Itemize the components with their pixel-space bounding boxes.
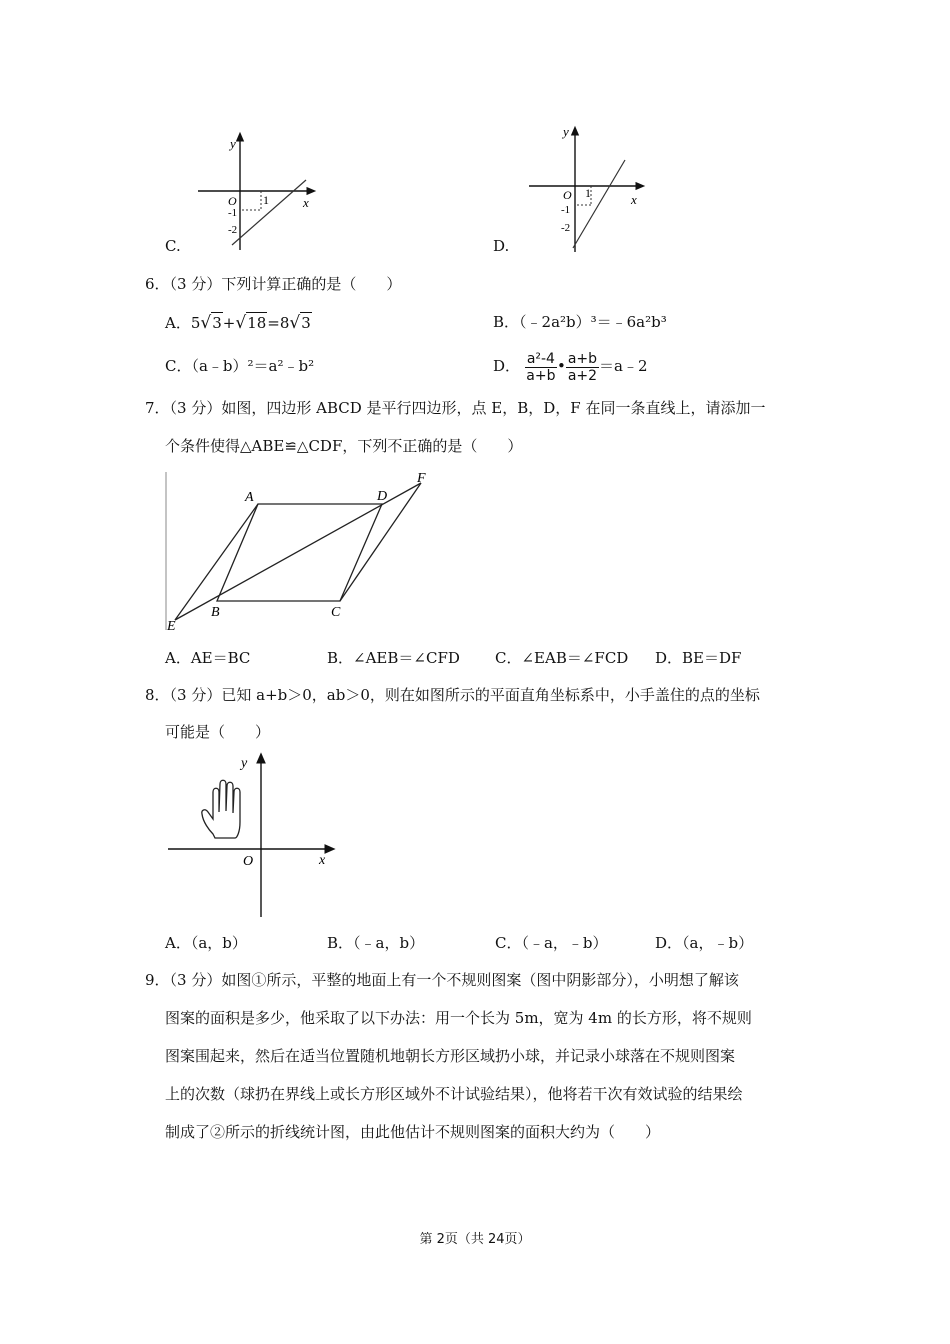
q6-option-a: A．5√3+√18=8√3	[165, 313, 311, 333]
svg-text:O: O	[243, 854, 254, 869]
q5-option-d	[493, 122, 663, 258]
hand-coordinate-figure	[165, 752, 345, 920]
q8-line2: 可能是（ ）	[165, 723, 271, 741]
option-d-label: D.	[493, 237, 510, 255]
svg-text:O: O	[563, 188, 572, 202]
origin-label: O	[228, 194, 237, 208]
svg-text:D: D	[377, 489, 388, 504]
q9-line1: 9．（3 分）如图①所示，平整的地面上有一个不规则图案（图中阴影部分），小明想了解该	[145, 971, 739, 989]
q6-option-b: B．（﹣2a²b）³＝﹣6a²b³	[493, 313, 667, 331]
q8-option-d: D．（a，﹣b）	[655, 934, 754, 952]
x-label: x	[303, 195, 309, 210]
svg-text:-2: -2	[228, 224, 238, 236]
q7-line2: 个条件使得△ABE≌△CDF，下列不正确的是（ ）	[165, 437, 523, 455]
q9-line5: 制成了②所示的折线统计图，由此他估计不规则图案的面积大约为（ ）	[165, 1123, 661, 1141]
graph-c	[190, 128, 340, 253]
segment-ae	[175, 504, 258, 620]
svg-text:-1: -1	[561, 204, 571, 216]
q8-line1: 8．（3 分）已知 a+b＞0，ab＞0，则在如图所示的平面直角坐标系中，小手盖住的点的坐标	[145, 686, 760, 704]
q9-line4: 上的次数（球扔在界线上或长方形区域外不计试验结果），他将若干次有效试验的结果绘	[165, 1085, 743, 1103]
svg-text:1: 1	[585, 186, 591, 200]
svg-text:E: E	[167, 619, 176, 632]
svg-text:y: y	[563, 124, 569, 139]
svg-text:1: 1	[263, 193, 269, 207]
svg-text:x: x	[631, 192, 637, 207]
q7-option-a: A．AE＝BC	[165, 649, 251, 667]
q6-option-d: D． $\frac{\text{a²-4}}{a+b}$ • $\frac{a+b}{a+2}$ ＝a﹣2	[493, 350, 648, 384]
q8-option-b: B．（﹣a，b）	[327, 934, 425, 952]
svg-text:y: y	[241, 756, 248, 771]
svg-text:-2: -2	[561, 222, 571, 234]
q7-line1: 7．（3 分）如图，四边形 ABCD 是平行四边形，点 E，B，D，F 在同一条直线上，请添加一	[145, 399, 766, 417]
svg-text:F: F	[417, 471, 426, 486]
svg-text:C: C	[331, 605, 341, 620]
svg-text:x: x	[319, 853, 326, 868]
graph-line	[232, 180, 306, 245]
q7-option-c: C．∠EAB＝∠FCD	[495, 649, 629, 667]
q7-option-b: B．∠AEB＝∠CFD	[327, 649, 460, 667]
q7-option-d: D．BE＝DF	[655, 649, 742, 667]
svg-text:A: A	[245, 490, 254, 505]
page-footer: 第 2页（共 24页）	[419, 1232, 531, 1247]
option-c-label: C.	[165, 237, 181, 255]
y-label: y	[230, 136, 236, 151]
graph-d	[523, 122, 673, 257]
svg-text:-1: -1	[228, 207, 238, 219]
graph-line	[573, 160, 625, 248]
parallelogram-figure	[165, 470, 445, 632]
q6-stem: 6．（3 分）下列计算正确的是（ ）	[145, 275, 402, 293]
hand-icon	[202, 780, 240, 838]
q6-option-c: C．（a﹣b）²＝a²﹣b²	[165, 357, 315, 375]
q8-option-c: C．（﹣a，﹣b）	[495, 934, 608, 952]
q9-line3: 图案围起来，然后在适当位置随机地朝长方形区域扔小球，并记录小球落在不规则图案	[165, 1047, 736, 1065]
q5-option-c	[165, 128, 325, 258]
svg-text:B: B	[211, 605, 220, 620]
q9-line2: 图案的面积是多少，他采取了以下办法：用一个长为 5m，宽为 4m 的长方形，将不规则	[165, 1009, 752, 1027]
q8-option-a: A．（a，b）	[165, 934, 247, 952]
